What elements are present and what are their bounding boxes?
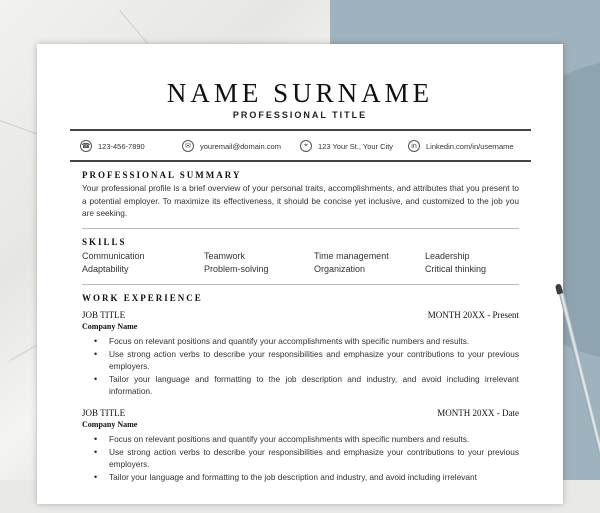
skills-section (82, 237, 519, 247)
skill-item: Organization (314, 264, 366, 274)
header-divider-top (70, 129, 531, 131)
resume-sheet (37, 44, 563, 504)
bullet-item: • Focus on relevant positions and quantify your accomplishments with specific numbers and results. (94, 335, 519, 348)
bullet-item: • Tailor your language and formatting to the job description and industry, and avoid including irrelevant (94, 471, 519, 484)
linkedin-icon: in (408, 140, 420, 152)
location-icon: ⌖ (300, 140, 312, 152)
skill-item: Teamwork (204, 251, 246, 261)
section-divider (82, 284, 519, 285)
job-bullets (94, 433, 519, 483)
phone-icon: ☎ (80, 140, 92, 152)
summary-heading: PROFESSIONAL SUMMARY (82, 170, 242, 180)
section-divider (82, 228, 519, 229)
contact-email (182, 136, 281, 156)
summary-section (82, 170, 519, 220)
job-bullets (94, 335, 519, 398)
contact-phone (80, 136, 145, 156)
summary-text: Your professional profile is a brief overview of your personal traits, accomplishments, and attributes that you present to a potential employer. To maximize its effectiveness, it should be concise yet inclusive, and customized to the job you are seeking. (82, 183, 519, 218)
bullet-item: • Use strong action verbs to describe your responsibilities and emphasize your contributions to your previous employers. (94, 446, 519, 471)
company-name: Company Name (82, 322, 138, 331)
company-name: Company Name (82, 420, 138, 429)
job-header (82, 408, 519, 418)
contact-text: Linkedin.com/in/username (426, 141, 514, 151)
skills-grid (82, 251, 519, 279)
job-date: MONTH 20XX - Date (437, 408, 519, 418)
job-header (82, 310, 519, 320)
job-date: MONTH 20XX - Present (427, 310, 519, 320)
contact-text: 123-456-7890 (98, 141, 145, 151)
bullet-item: • Use strong action verbs to describe your responsibilities and emphasize your contributions to your previous employers. (94, 348, 519, 373)
contact-linkedin (408, 136, 514, 156)
skill-item: Problem-solving (204, 264, 269, 274)
experience-heading: WORK EXPERIENCE (82, 293, 203, 303)
bullet-item: • Focus on relevant positions and quantify your accomplishments with specific numbers and results. (94, 433, 519, 446)
job-title: JOB TITLE (82, 408, 126, 418)
resume-name: NAME SURNAME (166, 78, 434, 108)
skill-item: Communication (82, 251, 145, 261)
header-divider-bottom (70, 160, 531, 162)
job-title: JOB TITLE (82, 310, 126, 320)
experience-section (82, 293, 519, 303)
skills-heading: SKILLS (82, 237, 127, 247)
email-icon: ✉ (182, 140, 194, 152)
contact-text: youremail@domain.com (200, 141, 281, 151)
skill-item: Adaptability (82, 264, 129, 274)
professional-title: PROFESSIONAL TITLE (232, 110, 368, 120)
contact-text: 123 Your St., Your City (318, 141, 394, 151)
contact-location (300, 136, 393, 156)
skill-item: Leadership (425, 251, 470, 261)
skill-item: Time management (314, 251, 389, 261)
bullet-item: • Tailor your language and formatting to the job description and industry, and avoid including irrelevant information. (94, 373, 519, 398)
contact-bar (70, 136, 531, 156)
skill-item: Critical thinking (425, 264, 487, 274)
